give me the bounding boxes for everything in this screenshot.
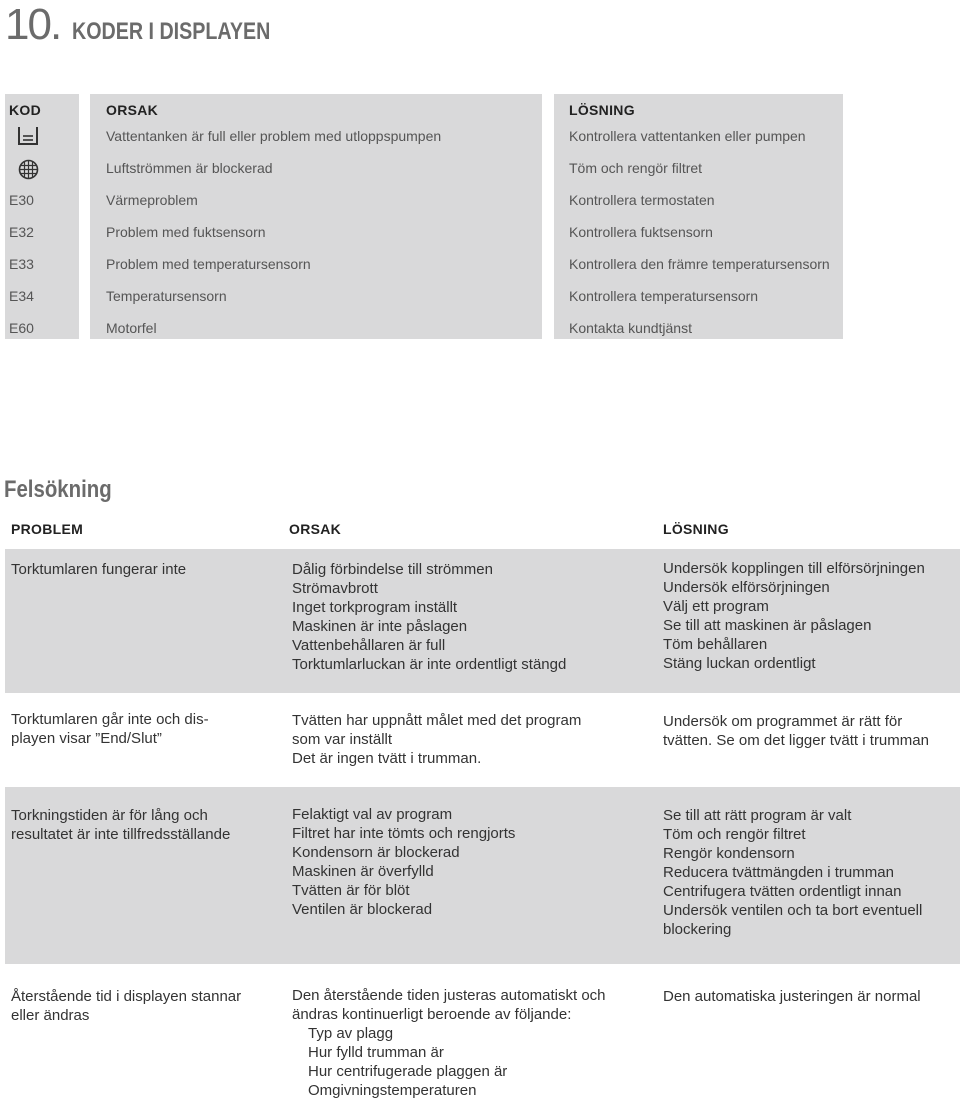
- cause-line: Omgivningstemperaturen: [308, 1082, 477, 1099]
- section-heading: [5, 0, 314, 49]
- trouble-row-1-problem: [11, 560, 186, 579]
- solution-header: LÖSNING: [569, 102, 635, 118]
- trouble-row-2-cause: [292, 711, 581, 768]
- solution-line: Se till att rätt program är valt: [663, 807, 852, 824]
- water-tank-icon: [17, 126, 39, 151]
- code-row-4-cause: Problem med fuktsensorn: [106, 224, 266, 240]
- trouble-row-4-solution: [663, 987, 921, 1006]
- solution-line: Välj ett program: [663, 598, 769, 615]
- problem-line: Återstående tid i displayen stannar: [11, 988, 242, 1005]
- cause-line: Dålig förbindelse till strömmen: [292, 561, 493, 578]
- trouble-row-3-problem: [11, 806, 230, 844]
- cause-line: som var inställt: [292, 731, 393, 748]
- problem-line: Torktumlaren fungerar inte: [11, 561, 187, 578]
- problem-header: PROBLEM: [11, 521, 84, 537]
- code-row-3-code: E30: [9, 192, 34, 208]
- cause-line: Vattenbehållaren är full: [292, 637, 446, 654]
- solution-line: Undersök ventilen och ta bort eventuell: [663, 902, 923, 919]
- cause-line: Maskinen är överfylld: [292, 863, 434, 880]
- cause-header-2: ORSAK: [289, 521, 342, 537]
- cause-line: Den återstående tiden justeras automatiskt och: [292, 987, 606, 1004]
- cause-line: Felaktigt val av program: [292, 806, 453, 823]
- troubleshooting-title: Felsökning: [4, 476, 112, 503]
- cause-line: Det är ingen tvätt i trumman.: [292, 750, 482, 767]
- solution-line: Töm och rengör filtret: [663, 826, 806, 843]
- code-row-2-solution: Töm och rengör filtret: [569, 160, 703, 176]
- code-row-6-solution: Kontrollera temperatursensorn: [569, 288, 759, 304]
- trouble-row-4-problem: [11, 987, 241, 1025]
- trouble-row-2-problem: [11, 710, 209, 748]
- code-row-5-cause: Problem med temperatursensorn: [106, 256, 311, 272]
- cause-header: ORSAK: [106, 102, 159, 118]
- cause-line: Maskinen är inte påslagen: [292, 618, 468, 635]
- solution-line: Undersök kopplingen till elförsörjningen: [663, 560, 925, 577]
- solution-line: blockering: [663, 921, 732, 938]
- cause-line: Hur fylld trumman är: [308, 1044, 444, 1061]
- problem-line: Torkningstiden är för lång och: [11, 807, 208, 824]
- section-number: 10.: [5, 0, 61, 49]
- solution-line: Centrifugera tvätten ordentligt innan: [663, 883, 902, 900]
- solution-line: tvätten. Se om det ligger tvätt i trumman: [663, 732, 929, 749]
- problem-line: playen visar ”End/Slut”: [11, 730, 162, 747]
- trouble-row-4-cause: [292, 986, 606, 1100]
- code-row-1-solution: Kontrollera vattentanken eller pumpen: [569, 128, 806, 144]
- code-row-6-code: E34: [9, 288, 34, 304]
- cause-line: Filtret har inte tömts och rengjorts: [292, 825, 516, 842]
- solution-line: Undersök elförsörjningen: [663, 579, 830, 596]
- cause-line: ändras kontinuerligt beroende av följande:: [292, 1006, 572, 1023]
- cause-line: Strömavbrott: [292, 580, 378, 597]
- trouble-row-3-solution: [663, 806, 922, 939]
- cause-line: Tvätten är för blöt: [292, 882, 410, 899]
- solution-line: Se till att maskinen är påslagen: [663, 617, 872, 634]
- solution-line: Rengör kondensorn: [663, 845, 795, 862]
- solution-line: Den automatiska justeringen är normal: [663, 988, 921, 1005]
- code-row-5-solution: Kontrollera den främre temperatursensorn: [569, 256, 830, 272]
- problem-line: Torktumlaren går inte och dis-: [11, 711, 209, 728]
- trouble-row-1-cause: [292, 560, 566, 674]
- problem-line: resultatet är inte tillfredsställande: [11, 826, 231, 843]
- solution-line: Undersök om programmet är rätt för: [663, 713, 903, 730]
- solution-line: Töm behållaren: [663, 636, 768, 653]
- cause-line: Tvätten har uppnått målet med det program: [292, 712, 582, 729]
- cause-line: Typ av plagg: [308, 1025, 394, 1042]
- code-header: KOD: [9, 102, 42, 118]
- code-row-2-cause: Luftströmmen är blockerad: [106, 160, 273, 176]
- filter-grid-icon: [18, 159, 39, 185]
- trouble-row-2-solution: [663, 712, 929, 750]
- trouble-row-3-cause: [292, 805, 515, 919]
- code-row-3-solution: Kontrollera termostaten: [569, 192, 715, 208]
- section-title: KODER I DISPLAYEN: [72, 18, 271, 45]
- problem-line: eller ändras: [11, 1007, 90, 1024]
- solution-header-2: LÖSNING: [663, 521, 729, 537]
- code-row-4-solution: Kontrollera fuktsensorn: [569, 224, 713, 240]
- cause-line: Kondensorn är blockerad: [292, 844, 460, 861]
- solution-line: Stäng luckan ordentligt: [663, 655, 816, 672]
- code-row-7-solution: Kontakta kundtjänst: [569, 320, 692, 336]
- cause-line: Torktumlarluckan är inte ordentligt stängd: [292, 656, 567, 673]
- code-row-7-code: E60: [9, 320, 34, 336]
- code-row-3-cause: Värmeproblem: [106, 192, 198, 208]
- cause-line: Inget torkprogram inställt: [292, 599, 458, 616]
- cause-line: Hur centrifugerade plaggen är: [308, 1063, 508, 1080]
- code-row-4-code: E32: [9, 224, 34, 240]
- cause-line: Ventilen är blockerad: [292, 901, 433, 918]
- code-row-1-cause: Vattentanken är full eller problem med utloppspumpen: [106, 128, 442, 144]
- trouble-row-1-solution: [663, 559, 925, 673]
- code-row-5-code: E33: [9, 256, 34, 272]
- code-row-7-cause: Motorfel: [106, 320, 157, 336]
- code-row-6-cause: Temperatursensorn: [106, 288, 227, 304]
- solution-line: Reducera tvättmängden i trumman: [663, 864, 894, 881]
